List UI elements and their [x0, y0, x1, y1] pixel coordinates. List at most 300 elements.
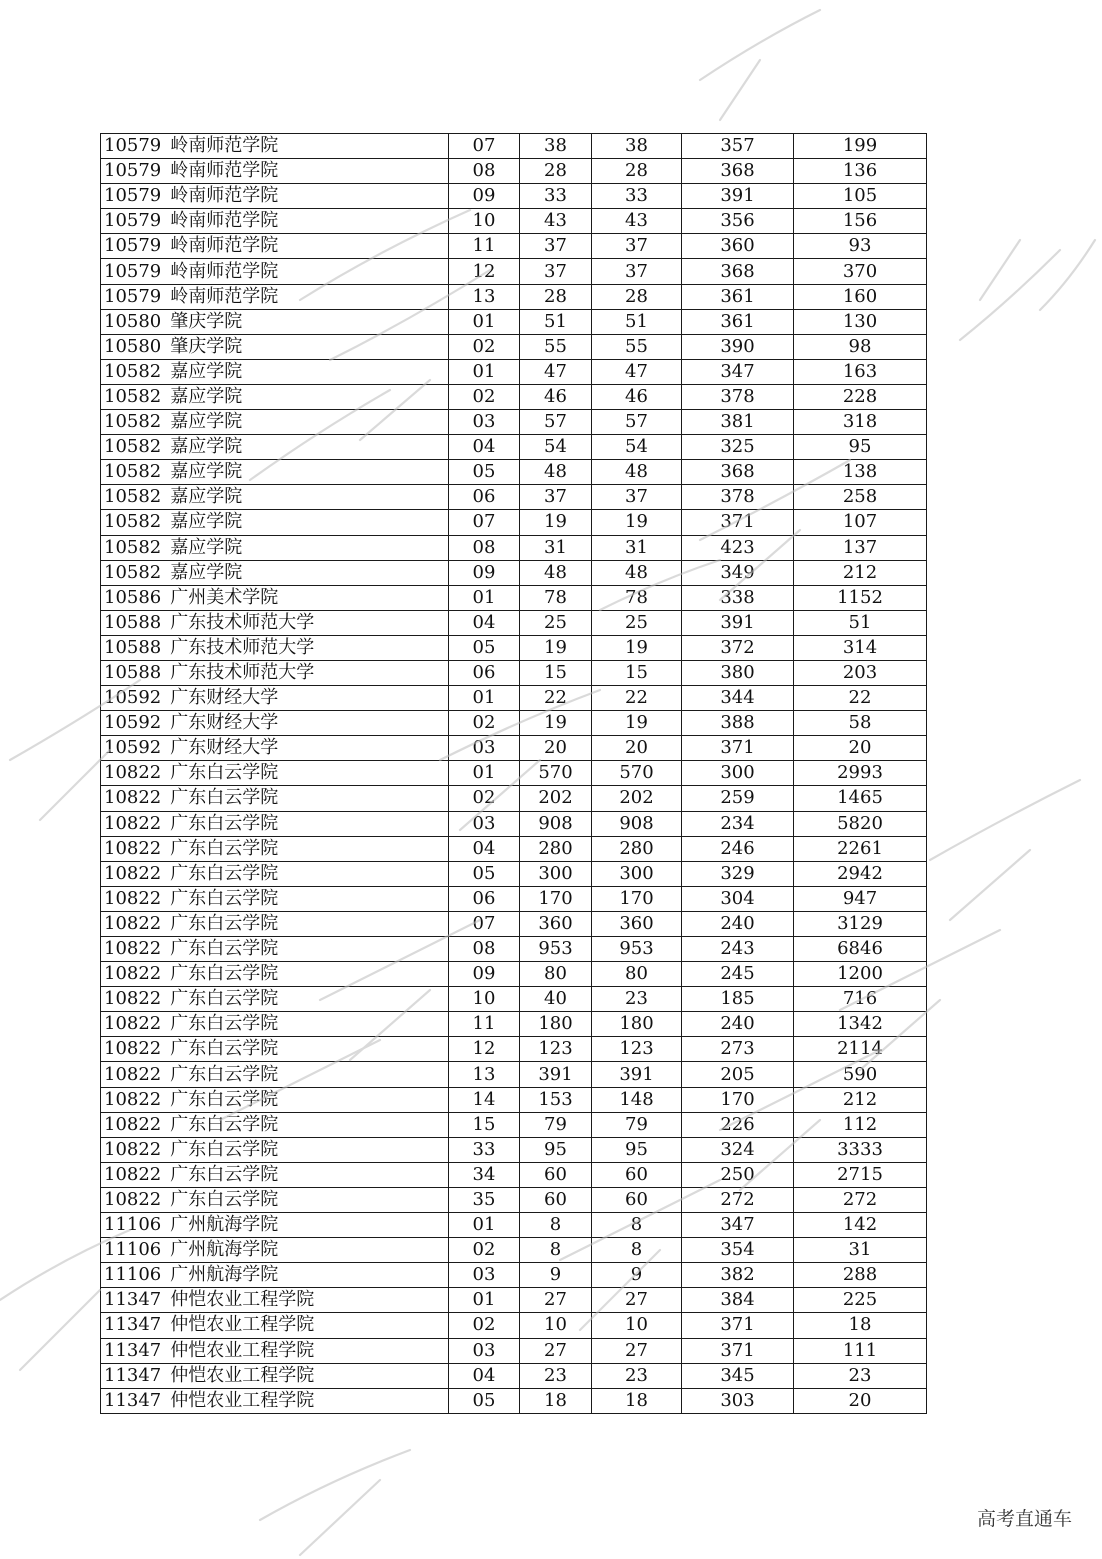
value-cell-1: 46 [520, 384, 592, 409]
school-code: 11347 [104, 1314, 162, 1336]
school-name: 广东白云学院 [170, 963, 279, 985]
school-code: 11106 [104, 1214, 162, 1236]
school-cell [101, 184, 449, 209]
major-code-cell: 01 [449, 686, 520, 711]
school-name: 广东技术师范大学 [170, 636, 315, 658]
school-name: 广东技术师范大学 [170, 611, 315, 633]
value-cell-1: 8 [520, 1238, 592, 1263]
table-row [101, 309, 927, 334]
value-cell-1: 28 [520, 159, 592, 184]
value-cell-3: 245 [682, 962, 794, 987]
value-cell-3: 391 [682, 610, 794, 635]
school-name: 广东白云学院 [170, 1138, 279, 1160]
table-row [101, 334, 927, 359]
value-cell-3: 371 [682, 736, 794, 761]
school-name: 肇庆学院 [170, 335, 243, 357]
value-cell-3: 357 [682, 134, 794, 159]
major-code-cell: 02 [449, 1238, 520, 1263]
school-name: 广东白云学院 [170, 1038, 279, 1060]
value-cell-2: 60 [592, 1187, 682, 1212]
value-cell-3: 226 [682, 1112, 794, 1137]
table-row [101, 410, 927, 435]
school-code: 10582 [104, 436, 162, 458]
table-row [101, 1288, 927, 1313]
major-code-cell: 01 [449, 1213, 520, 1238]
school-code: 11347 [104, 1389, 162, 1411]
table-row [101, 1037, 927, 1062]
value-cell-1: 31 [520, 535, 592, 560]
table-row [101, 1162, 927, 1187]
value-cell-4: 112 [794, 1112, 927, 1137]
value-cell-3: 347 [682, 1213, 794, 1238]
value-cell-4: 6846 [794, 937, 927, 962]
table-row [101, 284, 927, 309]
major-code-cell: 35 [449, 1187, 520, 1212]
major-code-cell: 01 [449, 309, 520, 334]
value-cell-2: 95 [592, 1137, 682, 1162]
value-cell-1: 60 [520, 1162, 592, 1187]
school-cell [101, 1238, 449, 1263]
school-code: 10822 [104, 912, 162, 934]
value-cell-3: 360 [682, 234, 794, 259]
school-name: 广东白云学院 [170, 1013, 279, 1035]
table-row [101, 159, 927, 184]
school-code: 10822 [104, 963, 162, 985]
table-row [101, 911, 927, 936]
value-cell-1: 153 [520, 1087, 592, 1112]
school-cell [101, 1338, 449, 1363]
value-cell-4: 199 [794, 134, 927, 159]
school-name: 广东白云学院 [170, 1088, 279, 1110]
school-cell [101, 1313, 449, 1338]
value-cell-1: 37 [520, 234, 592, 259]
table-row [101, 1313, 927, 1338]
value-cell-1: 55 [520, 334, 592, 359]
school-cell [101, 1112, 449, 1137]
table-row [101, 811, 927, 836]
school-code: 10580 [104, 310, 162, 332]
school-name: 广东财经大学 [170, 687, 279, 709]
school-cell [101, 284, 449, 309]
value-cell-1: 20 [520, 736, 592, 761]
value-cell-4: 370 [794, 259, 927, 284]
value-cell-2: 180 [592, 1012, 682, 1037]
school-cell [101, 209, 449, 234]
major-code-cell: 08 [449, 535, 520, 560]
school-code: 11106 [104, 1239, 162, 1261]
value-cell-2: 43 [592, 209, 682, 234]
value-cell-2: 570 [592, 761, 682, 786]
major-code-cell: 14 [449, 1087, 520, 1112]
school-cell [101, 610, 449, 635]
school-code: 10822 [104, 1138, 162, 1160]
value-cell-1: 908 [520, 811, 592, 836]
major-code-cell: 04 [449, 435, 520, 460]
school-cell [101, 1263, 449, 1288]
major-code-cell: 34 [449, 1162, 520, 1187]
value-cell-3: 368 [682, 460, 794, 485]
major-code-cell: 03 [449, 1338, 520, 1363]
value-cell-3: 185 [682, 987, 794, 1012]
school-cell [101, 861, 449, 886]
school-cell [101, 309, 449, 334]
table-row [101, 1388, 927, 1413]
school-name: 广州航海学院 [170, 1264, 279, 1286]
value-cell-4: 212 [794, 560, 927, 585]
value-cell-3: 381 [682, 410, 794, 435]
school-cell [101, 962, 449, 987]
table-row [101, 234, 927, 259]
major-code-cell: 04 [449, 836, 520, 861]
value-cell-1: 123 [520, 1037, 592, 1062]
value-cell-2: 48 [592, 460, 682, 485]
school-name: 岭南师范学院 [170, 285, 279, 307]
school-name: 嘉应学院 [170, 461, 243, 483]
school-name: 岭南师范学院 [170, 135, 279, 157]
school-cell [101, 711, 449, 736]
value-cell-1: 40 [520, 987, 592, 1012]
value-cell-2: 27 [592, 1288, 682, 1313]
school-cell [101, 736, 449, 761]
value-cell-3: 338 [682, 585, 794, 610]
major-code-cell: 03 [449, 811, 520, 836]
table-row [101, 1062, 927, 1087]
table-row [101, 1137, 927, 1162]
value-cell-4: 107 [794, 510, 927, 535]
value-cell-4: 130 [794, 309, 927, 334]
table-row [101, 686, 927, 711]
value-cell-4: 2993 [794, 761, 927, 786]
value-cell-4: 136 [794, 159, 927, 184]
value-cell-4: 228 [794, 384, 927, 409]
school-name: 嘉应学院 [170, 486, 243, 508]
table-row [101, 384, 927, 409]
school-cell [101, 1037, 449, 1062]
value-cell-2: 280 [592, 836, 682, 861]
value-cell-3: 378 [682, 485, 794, 510]
table-row [101, 1087, 927, 1112]
school-name: 嘉应学院 [170, 385, 243, 407]
major-code-cell: 02 [449, 334, 520, 359]
major-code-cell: 04 [449, 1363, 520, 1388]
school-code: 10822 [104, 1088, 162, 1110]
school-name: 嘉应学院 [170, 411, 243, 433]
major-code-cell: 05 [449, 635, 520, 660]
school-cell [101, 560, 449, 585]
value-cell-2: 300 [592, 861, 682, 886]
school-name: 嘉应学院 [170, 536, 243, 558]
major-code-cell: 02 [449, 384, 520, 409]
value-cell-2: 202 [592, 786, 682, 811]
school-name: 广东白云学院 [170, 1188, 279, 1210]
value-cell-4: 105 [794, 184, 927, 209]
value-cell-1: 23 [520, 1363, 592, 1388]
value-cell-2: 19 [592, 635, 682, 660]
value-cell-3: 273 [682, 1037, 794, 1062]
value-cell-3: 382 [682, 1263, 794, 1288]
value-cell-3: 344 [682, 686, 794, 711]
value-cell-4: 18 [794, 1313, 927, 1338]
value-cell-4: 3129 [794, 911, 927, 936]
value-cell-1: 8 [520, 1213, 592, 1238]
value-cell-3: 300 [682, 761, 794, 786]
school-name: 广东白云学院 [170, 1163, 279, 1185]
value-cell-1: 27 [520, 1288, 592, 1313]
school-code: 10822 [104, 1013, 162, 1035]
school-name: 仲恺农业工程学院 [170, 1339, 315, 1361]
school-name: 广东财经大学 [170, 737, 279, 759]
table-row [101, 962, 927, 987]
value-cell-2: 28 [592, 284, 682, 309]
school-cell [101, 460, 449, 485]
value-cell-1: 300 [520, 861, 592, 886]
school-code: 10579 [104, 210, 162, 232]
value-cell-3: 324 [682, 1137, 794, 1162]
value-cell-1: 54 [520, 435, 592, 460]
major-code-cell: 06 [449, 485, 520, 510]
table-row [101, 535, 927, 560]
value-cell-1: 28 [520, 284, 592, 309]
school-name: 嘉应学院 [170, 360, 243, 382]
value-cell-2: 54 [592, 435, 682, 460]
school-code: 10582 [104, 461, 162, 483]
table-row [101, 259, 927, 284]
value-cell-1: 78 [520, 585, 592, 610]
school-cell [101, 1187, 449, 1212]
school-name: 广东白云学院 [170, 862, 279, 884]
value-cell-3: 423 [682, 535, 794, 560]
value-cell-4: 947 [794, 886, 927, 911]
value-cell-1: 22 [520, 686, 592, 711]
table-row [101, 1363, 927, 1388]
table-row [101, 209, 927, 234]
major-code-cell: 05 [449, 861, 520, 886]
value-cell-3: 250 [682, 1162, 794, 1187]
value-cell-3: 371 [682, 510, 794, 535]
value-cell-2: 33 [592, 184, 682, 209]
value-cell-3: 371 [682, 1313, 794, 1338]
value-cell-2: 55 [592, 334, 682, 359]
major-code-cell: 03 [449, 1263, 520, 1288]
value-cell-3: 368 [682, 259, 794, 284]
table-row [101, 585, 927, 610]
table-row [101, 1338, 927, 1363]
value-cell-3: 384 [682, 1288, 794, 1313]
school-name: 仲恺农业工程学院 [170, 1364, 315, 1386]
school-code: 10822 [104, 812, 162, 834]
value-cell-3: 234 [682, 811, 794, 836]
table-row [101, 1213, 927, 1238]
school-name: 广东白云学院 [170, 988, 279, 1010]
major-code-cell: 10 [449, 987, 520, 1012]
school-code: 10822 [104, 1063, 162, 1085]
value-cell-2: 79 [592, 1112, 682, 1137]
value-cell-4: 2114 [794, 1037, 927, 1062]
value-cell-4: 111 [794, 1338, 927, 1363]
value-cell-3: 391 [682, 184, 794, 209]
school-name: 肇庆学院 [170, 310, 243, 332]
value-cell-1: 25 [520, 610, 592, 635]
value-cell-2: 8 [592, 1213, 682, 1238]
school-cell [101, 259, 449, 284]
value-cell-1: 18 [520, 1388, 592, 1413]
table-row [101, 1012, 927, 1037]
table-row [101, 660, 927, 685]
value-cell-1: 170 [520, 886, 592, 911]
school-name: 岭南师范学院 [170, 260, 279, 282]
school-cell [101, 234, 449, 259]
value-cell-4: 1152 [794, 585, 927, 610]
value-cell-3: 368 [682, 159, 794, 184]
major-code-cell: 33 [449, 1137, 520, 1162]
value-cell-4: 137 [794, 535, 927, 560]
school-name: 广东财经大学 [170, 712, 279, 734]
value-cell-4: 22 [794, 686, 927, 711]
value-cell-2: 57 [592, 410, 682, 435]
school-code: 10592 [104, 712, 162, 734]
value-cell-3: 378 [682, 384, 794, 409]
school-name: 仲恺农业工程学院 [170, 1289, 315, 1311]
school-cell [101, 1062, 449, 1087]
major-code-cell: 12 [449, 259, 520, 284]
table-row [101, 134, 927, 159]
table-row [101, 761, 927, 786]
school-code: 10586 [104, 586, 162, 608]
school-name: 广东白云学院 [170, 912, 279, 934]
value-cell-4: 142 [794, 1213, 927, 1238]
value-cell-2: 9 [592, 1263, 682, 1288]
school-code: 10579 [104, 160, 162, 182]
value-cell-2: 23 [592, 987, 682, 1012]
value-cell-2: 78 [592, 585, 682, 610]
value-cell-2: 360 [592, 911, 682, 936]
value-cell-2: 170 [592, 886, 682, 911]
school-code: 10580 [104, 335, 162, 357]
school-name: 嘉应学院 [170, 436, 243, 458]
value-cell-3: 259 [682, 786, 794, 811]
major-code-cell: 05 [449, 460, 520, 485]
value-cell-2: 19 [592, 711, 682, 736]
footer-brand: 高考直通车 [976, 1508, 1072, 1530]
value-cell-2: 46 [592, 384, 682, 409]
table-row [101, 886, 927, 911]
value-cell-3: 246 [682, 836, 794, 861]
value-cell-1: 19 [520, 510, 592, 535]
school-cell [101, 159, 449, 184]
table-row [101, 786, 927, 811]
school-cell [101, 886, 449, 911]
table-body [101, 134, 927, 1414]
school-name: 岭南师范学院 [170, 185, 279, 207]
value-cell-4: 160 [794, 284, 927, 309]
value-cell-2: 38 [592, 134, 682, 159]
table-row [101, 711, 927, 736]
value-cell-2: 20 [592, 736, 682, 761]
value-cell-3: 354 [682, 1238, 794, 1263]
school-cell [101, 485, 449, 510]
value-cell-3: 240 [682, 911, 794, 936]
value-cell-2: 953 [592, 937, 682, 962]
school-code: 10822 [104, 787, 162, 809]
value-cell-3: 240 [682, 1012, 794, 1037]
value-cell-3: 356 [682, 209, 794, 234]
value-cell-2: 19 [592, 510, 682, 535]
value-cell-3: 349 [682, 560, 794, 585]
value-cell-4: 716 [794, 987, 927, 1012]
table-row [101, 435, 927, 460]
major-code-cell: 15 [449, 1112, 520, 1137]
value-cell-2: 28 [592, 159, 682, 184]
major-code-cell: 07 [449, 134, 520, 159]
major-code-cell: 13 [449, 284, 520, 309]
school-cell [101, 1087, 449, 1112]
value-cell-2: 123 [592, 1037, 682, 1062]
value-cell-3: 272 [682, 1187, 794, 1212]
school-name: 仲恺农业工程学院 [170, 1314, 315, 1336]
value-cell-2: 60 [592, 1162, 682, 1187]
value-cell-2: 22 [592, 686, 682, 711]
major-code-cell: 12 [449, 1037, 520, 1062]
school-code: 10592 [104, 687, 162, 709]
value-cell-4: 95 [794, 435, 927, 460]
value-cell-3: 372 [682, 635, 794, 660]
school-code: 10582 [104, 561, 162, 583]
value-cell-4: 2942 [794, 861, 927, 886]
major-code-cell: 02 [449, 786, 520, 811]
major-code-cell: 11 [449, 1012, 520, 1037]
value-cell-1: 9 [520, 1263, 592, 1288]
table-row [101, 1263, 927, 1288]
value-cell-4: 1342 [794, 1012, 927, 1037]
value-cell-4: 258 [794, 485, 927, 510]
school-cell [101, 811, 449, 836]
value-cell-4: 212 [794, 1087, 927, 1112]
school-code: 10822 [104, 1163, 162, 1185]
major-code-cell: 07 [449, 911, 520, 936]
value-cell-3: 390 [682, 334, 794, 359]
school-cell [101, 435, 449, 460]
school-cell [101, 937, 449, 962]
school-code: 10822 [104, 938, 162, 960]
value-cell-1: 280 [520, 836, 592, 861]
value-cell-4: 93 [794, 234, 927, 259]
value-cell-4: 58 [794, 711, 927, 736]
school-name: 广东白云学院 [170, 787, 279, 809]
major-code-cell: 02 [449, 711, 520, 736]
value-cell-3: 371 [682, 1338, 794, 1363]
table-row [101, 836, 927, 861]
table-row [101, 485, 927, 510]
major-code-cell: 09 [449, 560, 520, 585]
school-code: 10822 [104, 887, 162, 909]
school-name: 岭南师范学院 [170, 210, 279, 232]
value-cell-2: 47 [592, 359, 682, 384]
school-code: 11347 [104, 1364, 162, 1386]
school-code: 11347 [104, 1289, 162, 1311]
major-code-cell: 04 [449, 610, 520, 635]
school-name: 广东白云学院 [170, 1113, 279, 1135]
major-code-cell: 01 [449, 585, 520, 610]
value-cell-1: 95 [520, 1137, 592, 1162]
value-cell-3: 345 [682, 1363, 794, 1388]
school-cell [101, 1213, 449, 1238]
value-cell-1: 27 [520, 1338, 592, 1363]
value-cell-4: 156 [794, 209, 927, 234]
table-row [101, 987, 927, 1012]
school-code: 10582 [104, 486, 162, 508]
table-row [101, 736, 927, 761]
school-name: 岭南师范学院 [170, 235, 279, 257]
